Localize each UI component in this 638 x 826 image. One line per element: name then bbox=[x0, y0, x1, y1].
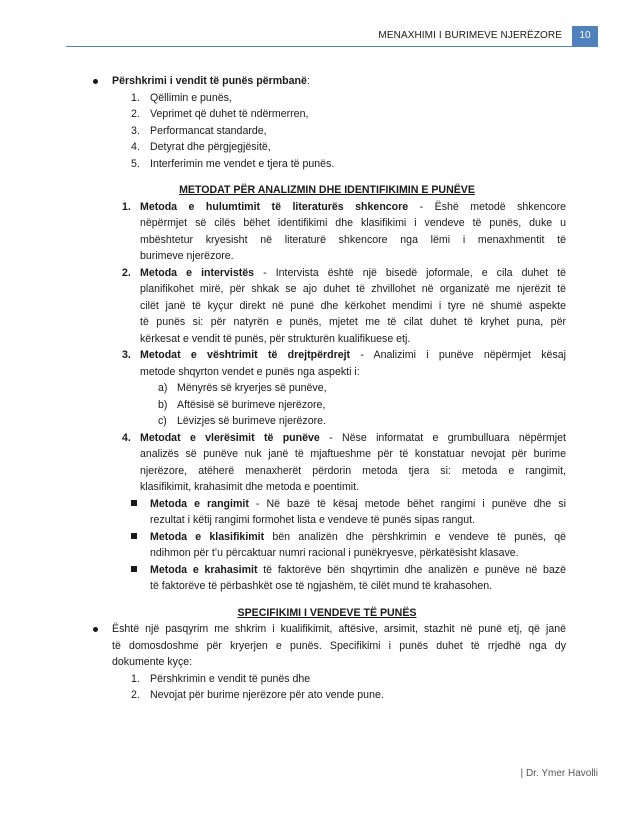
square-bullet-item: Metoda e krahasimit të faktorëve bën shqyrtimin dhe analizën e punëve në bazë bbox=[0, 562, 638, 579]
list-item: 4. Detyrat dhe përgjegjësitë, bbox=[131, 141, 271, 153]
spec-title-row bbox=[0, 605, 638, 622]
method-2: 2. Metoda e intervistës - Intervista është një bisedë joformale, e cila duhet të bbox=[122, 266, 567, 279]
square-bullet-icon bbox=[131, 500, 137, 506]
list-item: 1. Qëllimin e punës, bbox=[131, 91, 232, 104]
footer-author: Dr. Ymer Havolli bbox=[525, 768, 598, 779]
page-body: Përshkrimi i vendit të punës përmbanë: 1. Qëllimin e punës, 2. Veprimet që duhet të ndërmerren, 3. Performancat standarde, 4. Detyrat dhe përgjegjësitë, 5. Interferimin me vendet e tjera të punës. METODAT PËR ANALIZMIN DHE IDENTIFIKIMIN E PUNËVE 1. Metoda e hulumtimit të literaturës shkencore - Ëshë metodë shkencore nëpërmjet së cilës bëhet identifikimi dhe klasifikimi i vendeve të punës, duke u mbështetur kryesisht në literaturë shkencore nga lëmi i menaxhmentit të burimeve njerëzore. 2. Metoda e intervistës - Intervista është një bisedë joformale, e cila duhet të planifikohet mirë, për shkak se ajo duhet të zhvillohet në organizatë me njerëzit të cilët janë të kyçur direkt në punë dhe kërkohet mendimi i tyre në shumë aspekte të punës si: për natyrën e punës, mjetet me të cilat duhet të kryhet puna, për kërkesat e vendit të punës, për strukturën kualifikuese etj. 3. Metodat e vështrimit të drejtpërdrejt - Analizimi i punëve nëpërmjet kësaj metode shqyrton vendet e punës nga aspekti i: a) Mënyrës së kryerjes së punëve, b) Aftësisë së burimeve njerëzore, c) Lëvizjes së burimeve njerëzore. 4. Metodat e vlerësimit të punëve - Nëse informatat e grumbulluara nëpërmjet analizës së punëve nuk janë të mjaftueshme për të konstatuar nevojat për burime njerëzore, atëherë menaxherët përdorin metoda tjera si: metoda e rangimit, klasifikimit, krahasimit dhe metoda e poentimit. Metoda e rangimit - Në bazë të kësaj metode bëhet rangimi i punëve dhe si rezultat i këtij rangimi formohet lista e vendeve të punës sipas rangut. Metoda e klasifikimit bën analizën dhe përshkrimin e vendeve të punës, që ndihmon për t’u përcaktuar numri racional i punëkryesve, përkatësisht klasave. Metoda e krahasimit të faktorëve bën shqyrtimin dhe analizën e punëve në bazë të faktorëve të përbashkët ose të ngjashëm, të cilët mund të krahasohen. SPECIFIKIMI I VENDEVE TË PUNËS Është një pasqyrim me shkrim i kualifikimit, aftësive, arsimit, stazhit në punë etj, që janë të domosdoshme për kryerjen e punës. Specifikimi i punës duhet të rrjedhë nga dy dokumente kyçe: 1. Përshkrimin e vendit të punës dhe 2. Nevojat për burime njerëzore për ato vende pune. bbox=[0, 73, 638, 704]
list-item: 1. Përshkrimin e vendit të punës dhe bbox=[131, 672, 311, 685]
method-3: 3. Metodat e vështrimit të drejtpërdrejt - Analizimi i punëve nëpërmjet kësaj bbox=[122, 349, 566, 361]
bullet-item-job-description: Përshkrimi i vendit të punës përmbanë: bbox=[0, 73, 638, 90]
methods-title-row bbox=[0, 182, 638, 199]
methods-title: METODAT PËR ANALIZMIN DHE IDENTIFIKIMIN E PUNËVE bbox=[179, 184, 475, 196]
method-4: 4. Metodat e vlerësimit të punëve - Nëse informatat e grumbulluara nëpërmjet bbox=[122, 431, 566, 444]
list-item: 3. Performancat standarde, bbox=[131, 124, 267, 137]
square-bullet-icon bbox=[131, 533, 137, 539]
list-item: 2. Nevojat për burime njerëzore për ato vende pune. bbox=[131, 689, 384, 701]
footer-separator: | bbox=[520, 768, 524, 779]
square-bullet-item: Metoda e klasifikimit bën analizën dhe përshkrimin e vendeve të punës, që bbox=[0, 529, 638, 546]
list-item: 2. Veprimet që duhet të ndërmerren, bbox=[131, 108, 309, 120]
bullet-dot-icon bbox=[93, 79, 98, 84]
sub-item: c) Lëvizjes së burimeve njerëzore. bbox=[158, 415, 326, 427]
list-item: 5. Interferimin me vendet e tjera të punës. bbox=[131, 157, 335, 170]
page-number-badge: 10 bbox=[572, 26, 598, 46]
spec-title: SPECIFIKIMI I VENDEVE TË PUNËS bbox=[237, 606, 417, 619]
square-bullet-item: Metoda e rangimit - Në bazë të kësaj metode bëhet rangimi i punëve dhe si bbox=[0, 496, 638, 513]
bullet-item-spec: Është një pasqyrim me shkrim i kualifikimit, aftësive, arsimit, stazhit në punë etj, që janë bbox=[0, 621, 638, 638]
sub-item: a) Mënyrës së kryerjes së punëve, bbox=[158, 382, 327, 394]
sub-item: b) Aftësisë së burimeve njerëzore, bbox=[158, 398, 326, 411]
bullet-dot-icon bbox=[93, 627, 98, 632]
method-1: 1. Metoda e hulumtimit të literaturës shkencore - Ëshë metodë shkencore bbox=[122, 200, 566, 213]
section-heading: Përshkrimi i vendit të punës përmbanë bbox=[112, 75, 307, 87]
page-footer bbox=[521, 766, 598, 783]
running-header-title: MENAXHIMI I BURIMEVE NJERËZORE bbox=[378, 30, 562, 41]
square-bullet-icon bbox=[131, 566, 137, 572]
header-divider bbox=[66, 46, 598, 47]
